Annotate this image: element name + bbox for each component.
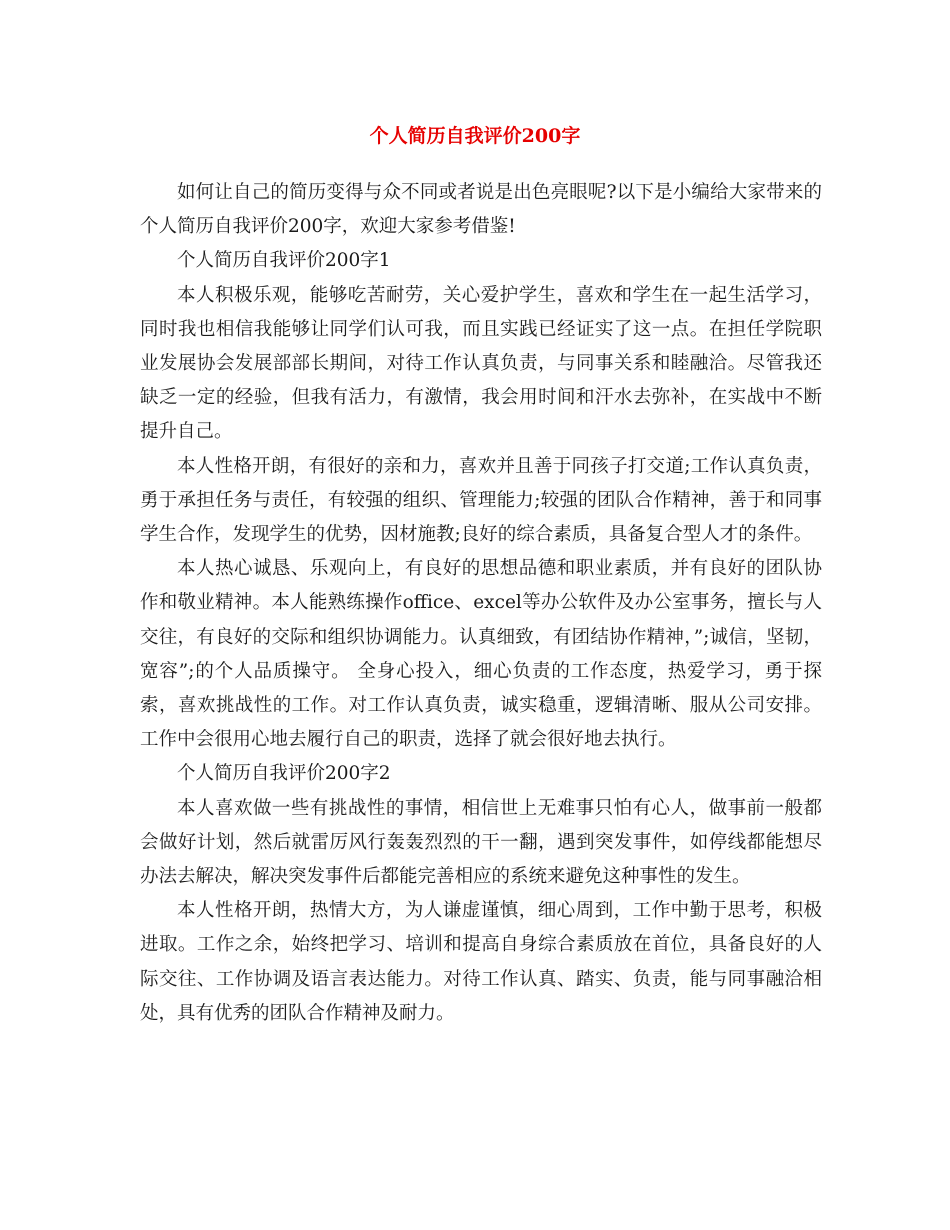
section-heading-2: 个人简历自我评价200字2 <box>177 763 391 785</box>
body-paragraph: 本人热心诚恳、乐观向上，有良好的思想品德和职业素质，并有良好的团队协作和敬业精神。本人能熟练操作office、excel等办公软件及办公室事务，擅长与人交往，有良好的交际和组织协调能力。认真细致，有团结协作精神，”;诚信，坚韧，宽容”;的个人品质操守。 全身心投入，细心负责的工作态度，热爱学习，勇于探索，喜欢挑战性的工作。对工作认真负责，诚实稳重，逻辑清晰、服从公司安排。工作中会很用心地去履行自己的职责，选择了就会很好地去执行。 <box>140 558 822 751</box>
document-title: 个人简历自我评价200字 <box>369 125 581 147</box>
body-paragraph: 本人喜欢做一些有挑战性的事情，相信世上无难事只怕有心人，做事前一般都会做好计划，然后就雷厉风行轰轰烈烈的干一翻，遇到突发事件，如停线都能想尽办法去解决，解决突发事件后都能完善相应的系统来避免这种事性的发生。 <box>140 797 822 888</box>
body-paragraph: 本人性格开朗，有很好的亲和力，喜欢并且善于同孩子打交道;工作认真负责，勇于承担任务与责任，有较强的组织、管理能力;较强的团队合作精神，善于和同事学生合作，发现学生的优势，因材施教;良好的综合素质，具备复合型人才的条件。 <box>140 455 822 546</box>
intro-paragraph: 如何让自己的简历变得与众不同或者说是出色亮眼呢?以下是小编给大家带来的个人简历自我评价200字，欢迎大家参考借鉴! <box>140 182 822 238</box>
section-heading-1: 个人简历自我评价200字1 <box>177 250 391 272</box>
body-paragraph: 本人积极乐观，能够吃苦耐劳，关心爱护学生，喜欢和学生在一起生活学习，同时我也相信我能够让同学们认可我，而且实践已经证实了这一点。在担任学院职业发展协会发展部部长期间，对待工作认真负责，与同事关系和睦融洽。尽管我还缺乏一定的经验，但我有活力，有激情，我会用时间和汗水去弥补，在实战中不断提升自己。 <box>140 284 822 443</box>
body-paragraph: 本人性格开朗，热情大方，为人谦虚谨慎，细心周到，工作中勤于思考，积极进取。工作之余，始终把学习、培训和提高自身综合素质放在首位，具备良好的人际交往、工作协调及语言表达能力。对待工作认真、踏实、负责，能与同事融洽相处，具有优秀的团队合作精神及耐力。 <box>140 900 822 1024</box>
document-body <box>140 176 822 1031</box>
